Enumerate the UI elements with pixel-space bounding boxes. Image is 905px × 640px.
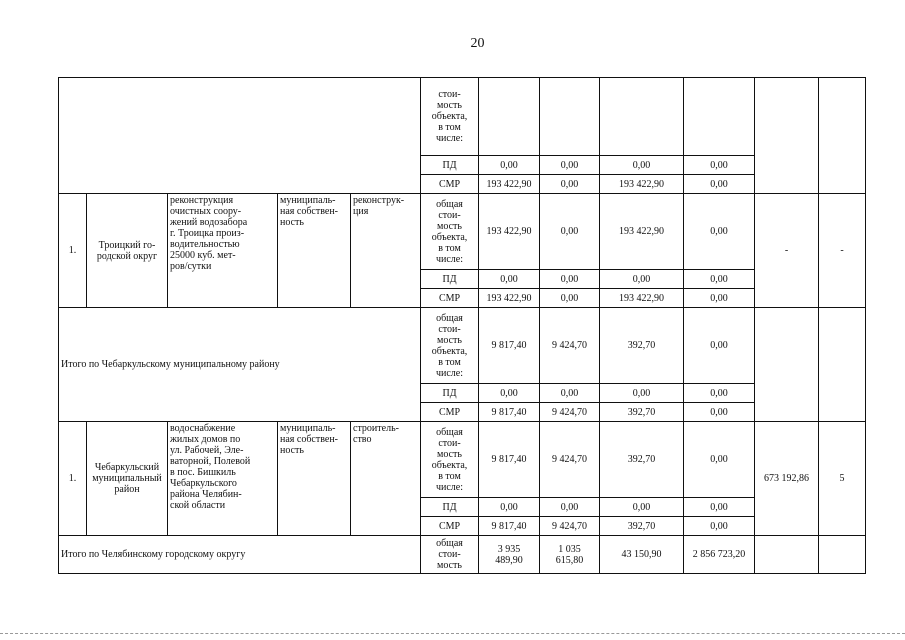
- budget-table: [58, 77, 866, 574]
- value-cell: 0,00: [540, 156, 600, 175]
- value-cell: 0,00: [600, 270, 684, 289]
- municipality-name: Троицкий го- родской округ: [87, 194, 168, 308]
- value-cell: 0,00: [540, 384, 600, 403]
- value-cell: 9 424,70: [540, 403, 600, 422]
- value-cell: 9 817,40: [479, 308, 540, 384]
- value-cell: 0,00: [684, 289, 755, 308]
- value-cell: 0,00: [684, 308, 755, 384]
- value-cell: 9 817,40: [479, 403, 540, 422]
- cost-label: общая стои- мость: [421, 536, 479, 574]
- value-cell: 673 192,86: [755, 422, 819, 536]
- table-row: [59, 194, 866, 270]
- value-cell: 0,00: [684, 270, 755, 289]
- value-cell: 193 422,90: [600, 194, 684, 270]
- total-label: Итого по Чебаркульскому муниципальному району: [59, 308, 421, 422]
- page-edge-divider: [0, 633, 905, 634]
- value-cell: 0,00: [540, 498, 600, 517]
- empty-cell: [59, 78, 421, 194]
- object-description: водоснабжение жилых домов по ул. Рабочей, Эле- ваторной, Полевой в пос. Бишкиль Чебаркульского района Челябин- ской области: [168, 422, 278, 536]
- value-cell: 193 422,90: [600, 289, 684, 308]
- pd-label: ПД: [421, 498, 479, 517]
- value-cell: 0,00: [684, 422, 755, 498]
- smr-label: СМР: [421, 517, 479, 536]
- row-number: 1.: [59, 422, 87, 536]
- table-row: [59, 536, 866, 574]
- pd-label: ПД: [421, 270, 479, 289]
- value-cell: 0,00: [540, 289, 600, 308]
- value-cell: 0,00: [600, 384, 684, 403]
- ownership-type: муниципаль- ная собствен- ность: [278, 194, 351, 308]
- value-cell: -: [819, 194, 866, 308]
- value-cell: 5: [819, 422, 866, 536]
- value-cell: 0,00: [600, 498, 684, 517]
- value-cell: 0,00: [684, 194, 755, 270]
- work-type: строитель- ство: [351, 422, 421, 536]
- value-cell: 0,00: [479, 498, 540, 517]
- pd-label: ПД: [421, 384, 479, 403]
- value-cell: 9 817,40: [479, 517, 540, 536]
- work-type: реконструк- ция: [351, 194, 421, 308]
- value-cell: 0,00: [540, 194, 600, 270]
- value-cell: 0,00: [684, 156, 755, 175]
- pd-label: ПД: [421, 156, 479, 175]
- value-cell: -: [755, 194, 819, 308]
- value-cell: 43 150,90: [600, 536, 684, 574]
- cost-label: общая стои- мость объекта, в том числе:: [421, 308, 479, 384]
- municipality-name: Чебаркульский муниципальный район: [87, 422, 168, 536]
- cost-label: общая стои- мость объекта, в том числе:: [421, 422, 479, 498]
- value-cell: 3 935 489,90: [479, 536, 540, 574]
- value-cell: 193 422,90: [479, 289, 540, 308]
- value-cell: 392,70: [600, 422, 684, 498]
- value-cell: 0,00: [684, 498, 755, 517]
- value-cell: 9 817,40: [479, 422, 540, 498]
- value-cell: 193 422,90: [479, 175, 540, 194]
- value-cell: 0,00: [479, 156, 540, 175]
- value-cell: 392,70: [600, 403, 684, 422]
- smr-label: СМР: [421, 403, 479, 422]
- value-cell: 392,70: [600, 517, 684, 536]
- value-cell: 392,70: [600, 308, 684, 384]
- table-row: [59, 308, 866, 384]
- value-cell: 193 422,90: [600, 175, 684, 194]
- value-cell: 0,00: [540, 175, 600, 194]
- value-cell: 9 424,70: [540, 517, 600, 536]
- ownership-type: муниципаль- ная собствен- ность: [278, 422, 351, 536]
- value-cell: 9 424,70: [540, 308, 600, 384]
- cost-label: стои- мость объекта, в том числе:: [421, 78, 479, 156]
- smr-label: СМР: [421, 175, 479, 194]
- value-cell: 0,00: [540, 270, 600, 289]
- value-cell: 0,00: [684, 384, 755, 403]
- total-label: Итого по Челябинскому городскому округу: [59, 536, 421, 574]
- value-cell: 0,00: [600, 156, 684, 175]
- value-cell: 0,00: [684, 403, 755, 422]
- page-number: 20: [470, 36, 485, 51]
- smr-label: СМР: [421, 289, 479, 308]
- table-row: [59, 422, 866, 498]
- value-cell: 0,00: [479, 384, 540, 403]
- value-cell: 2 856 723,20: [684, 536, 755, 574]
- value-cell: 0,00: [684, 175, 755, 194]
- row-number: 1.: [59, 194, 87, 308]
- value-cell: 0,00: [684, 517, 755, 536]
- cost-label: общая стои- мость объекта, в том числе:: [421, 194, 479, 270]
- value-cell: 193 422,90: [479, 194, 540, 270]
- object-description: реконструкция очистных соору- жений водозабора г. Троицка произ- водительностью 25000 куб. мет- ров/сутки: [168, 194, 278, 308]
- value-cell: 1 035 615,80: [540, 536, 600, 574]
- table-row: [59, 78, 866, 156]
- value-cell: 9 424,70: [540, 422, 600, 498]
- value-cell: 0,00: [479, 270, 540, 289]
